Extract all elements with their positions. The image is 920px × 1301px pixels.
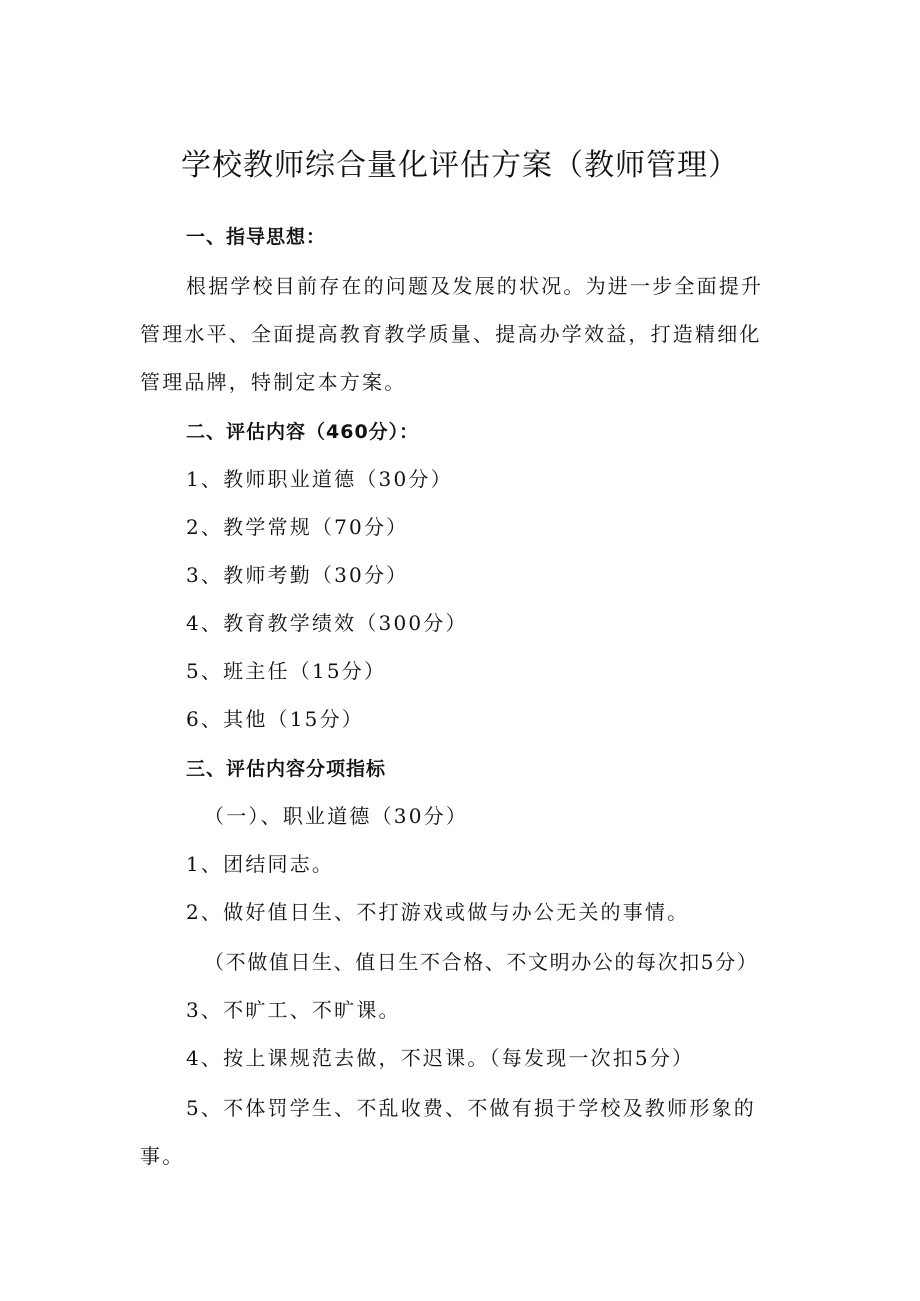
document-title: 学校教师综合量化评估方案（教师管理）: [181, 148, 739, 183]
content-item: 5、班主任（15分）: [186, 659, 387, 683]
ethics-item: 1、团结同志。: [186, 852, 335, 876]
content-item: 1、教师职业道德（30分）: [186, 467, 453, 491]
ethics-item: 2、做好值日生、不打游戏或做与办公无关的事情。: [186, 900, 690, 924]
guiding-paragraph-line: 管理品牌，特制定本方案。: [140, 370, 407, 394]
ethics-subheading: （一）、职业道德（30分）: [204, 804, 469, 828]
ethics-item: 4、按上课规范去做，不迟课。（每发现一次扣5分）: [186, 1046, 695, 1070]
ethics-item: 5、不体罚学生、不乱收费、不做有损于学校及教师形象的: [186, 1096, 756, 1120]
content-item: 2、教学常规（70分）: [186, 515, 409, 539]
guiding-paragraph-line: 管理水平、全面提高教育教学质量、提高办学效益，打造精细化: [140, 322, 762, 346]
content-item: 4、教育教学绩效（300分）: [186, 611, 468, 635]
content-item: 6、其他（15分）: [186, 707, 364, 731]
guiding-paragraph-line: 根据学校目前存在的问题及发展的状况。为进一步全面提升: [186, 274, 764, 298]
ethics-item-continuation: 事。: [140, 1144, 185, 1168]
content-heading: 二、评估内容（460分）：: [186, 421, 420, 443]
guiding-heading: 一、指导思想：: [186, 226, 327, 248]
ethics-item: 3、不旷工、不旷课。: [186, 998, 401, 1022]
content-item: 3、教师考勤（30分）: [186, 563, 409, 587]
indicators-heading: 三、评估内容分项指标: [186, 758, 387, 780]
ethics-item-note: （不做值日生、值日生不合格、不文明办公的每次扣5分）: [204, 950, 759, 974]
